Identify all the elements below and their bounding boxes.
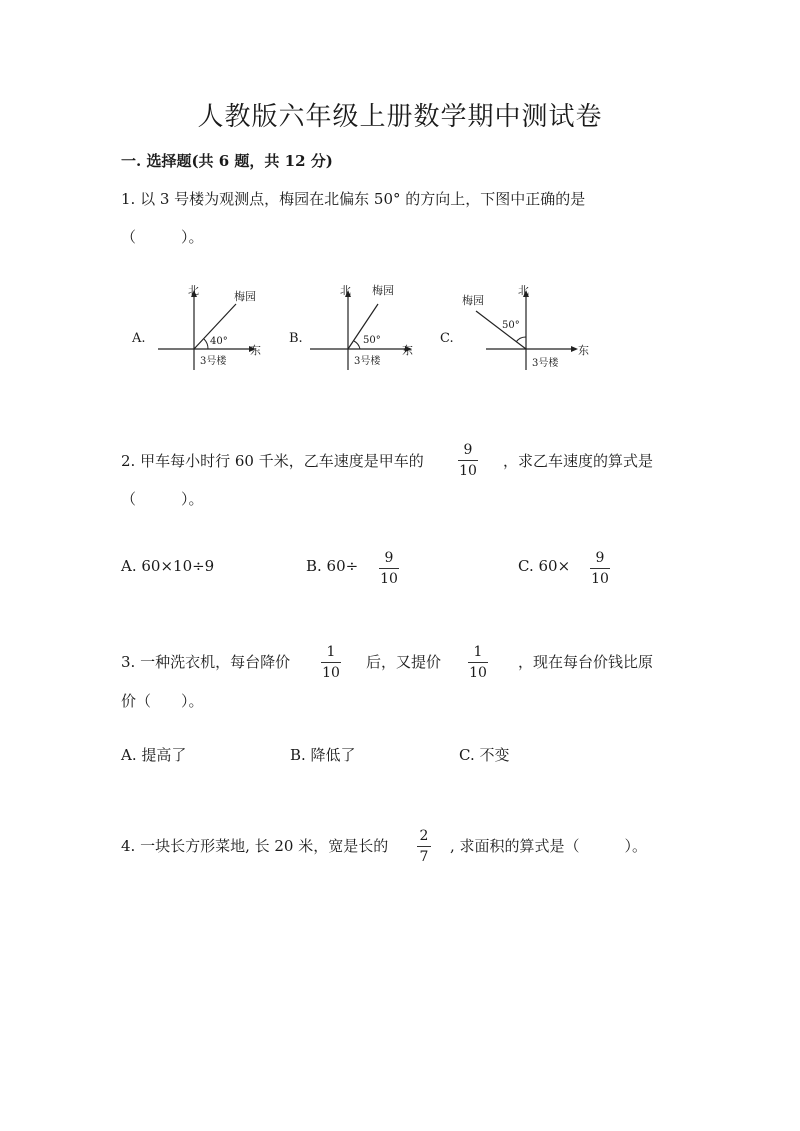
question-2-option-b[interactable]: B. 60÷ (306, 557, 359, 575)
question-3-text-3: ，现在每台价钱比原 (518, 653, 654, 671)
diagram-b-label: B. (289, 331, 303, 346)
question-2-text: 2. 甲车每小时行 60 千米，乙车速度是甲车的 (121, 452, 424, 470)
question-4-fraction (417, 828, 431, 865)
diagram-c-north: 北 (518, 284, 529, 297)
diagram-a-north: 北 (188, 284, 199, 297)
fraction-numerator: 2 (419, 828, 429, 844)
question-2-text-cont: ，求乙车速度的算式是 (503, 452, 654, 470)
diagram-a-east: 东 (250, 344, 261, 357)
diagram-c-origin: 3号楼 (532, 358, 559, 369)
question-2-option-c[interactable]: C. 60× (518, 557, 571, 575)
question-1-blank: （ ）。 (121, 228, 204, 246)
fraction-denominator: 10 (469, 665, 487, 681)
option-b-fraction (379, 550, 399, 587)
question-3-fraction-1 (321, 644, 341, 681)
diagram-b-target: 梅园 (372, 284, 394, 297)
diagram-b-north: 北 (340, 284, 351, 297)
question-3-blank: 价（ ）。 (121, 692, 204, 710)
fraction-denominator: 10 (459, 463, 477, 479)
diagram-c-target: 梅园 (462, 294, 484, 307)
question-2-option-a[interactable]: A. 60×10÷9 (121, 557, 215, 575)
question-3-text-2: 后，又提价 (366, 653, 442, 671)
fraction-denominator: 10 (322, 665, 340, 681)
question-4-text-cont: , 求面积的算式是（ ）。 (450, 837, 648, 855)
diagram-a-label: A. (132, 331, 146, 346)
diagram-a-angle: 40° (210, 336, 228, 347)
diagram-c-east: 东 (578, 344, 589, 357)
fraction-numerator: 9 (463, 442, 473, 458)
diagram-a-origin: 3号楼 (200, 356, 227, 367)
question-2-blank: （ ）。 (121, 490, 204, 508)
diagram-a[interactable] (126, 280, 276, 380)
question-2-fraction (458, 442, 478, 479)
question-4-text: 4. 一块长方形菜地, 长 20 米，宽是长的 (121, 837, 389, 855)
section-heading: 一. 选择题(共 6 题，共 12 分) (121, 152, 333, 170)
fraction-numerator: 1 (473, 644, 483, 660)
question-1-text: 1. 以 3 号楼为观测点，梅园在北偏东 50° 的方向上，下图中正确的是 (121, 190, 586, 208)
diagram-b-angle: 50° (363, 335, 381, 346)
diagram-b-east: 东 (402, 344, 413, 357)
diagram-c-angle: 50° (502, 320, 520, 331)
fraction-numerator: 1 (326, 644, 336, 660)
fraction-denominator: 7 (419, 849, 429, 865)
fraction-numerator: 9 (384, 550, 394, 566)
diagram-b[interactable] (282, 280, 432, 380)
question-3-text: 3. 一种洗衣机，每台降价 (121, 653, 291, 671)
diagram-a-target: 梅园 (234, 290, 256, 303)
diagram-b-origin: 3号楼 (354, 356, 381, 367)
question-3-fraction-2 (468, 644, 488, 681)
page-title: 人教版六年级上册数学期中测试卷 (197, 102, 603, 132)
diagram-c-label: C. (440, 331, 454, 346)
fraction-denominator: 10 (380, 571, 398, 587)
fraction-denominator: 10 (591, 571, 609, 587)
fraction-numerator: 9 (595, 550, 605, 566)
question-3-option-c[interactable]: C. 不变 (459, 746, 510, 764)
diagram-c[interactable] (436, 280, 596, 380)
option-c-fraction (590, 550, 610, 587)
question-3-option-b[interactable]: B. 降低了 (290, 746, 356, 764)
question-3-option-a[interactable]: A. 提高了 (121, 746, 187, 764)
